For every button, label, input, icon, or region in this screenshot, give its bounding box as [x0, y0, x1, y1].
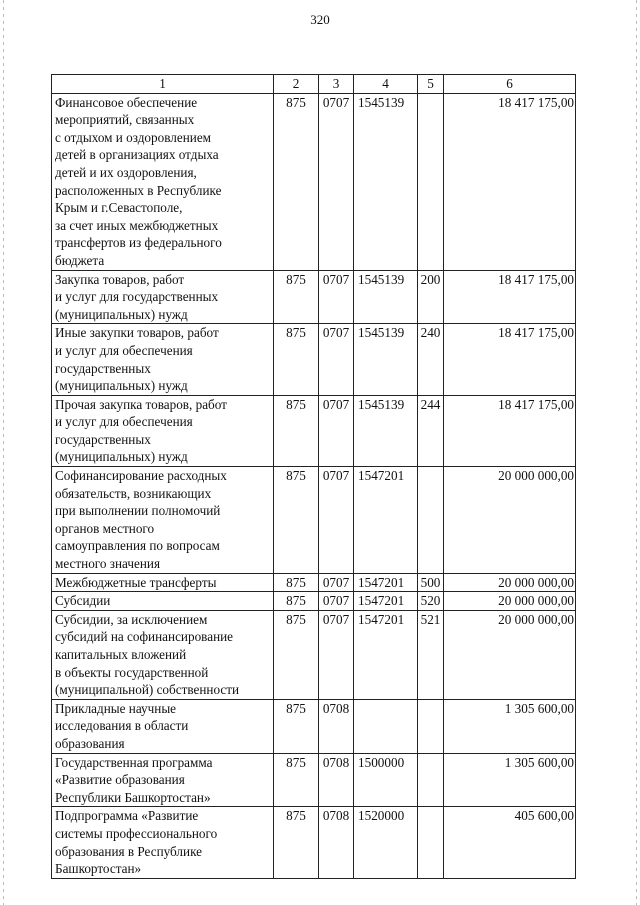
header-cell-2: 2 — [274, 75, 319, 94]
row-code-cell: 875 — [274, 93, 319, 270]
row-code-cell: 875 — [274, 573, 319, 592]
row-target-cell: 1520000 — [354, 807, 418, 878]
row-code-cell: 875 — [274, 753, 319, 807]
row-amount-cell: 18 417 175,00 — [444, 324, 576, 395]
header-cell-5: 5 — [418, 75, 444, 94]
row-type-cell — [418, 699, 444, 753]
row-target-cell: 1545139 — [354, 270, 418, 324]
row-amount-cell: 1 305 600,00 — [444, 699, 576, 753]
row-name-cell: Подпрограмма «Развитие системы профессионального образования в Республике Башкортостан» — [52, 807, 274, 878]
header-cell-6: 6 — [444, 75, 576, 94]
table-row — [52, 324, 576, 395]
table-row — [52, 573, 576, 592]
row-name-cell: Закупка товаров, работ и услуг для государственных (муниципальных) нужд — [52, 270, 274, 324]
row-amount-cell: 20 000 000,00 — [444, 592, 576, 611]
row-type-cell — [418, 753, 444, 807]
row-type-cell: 200 — [418, 270, 444, 324]
table-row — [52, 270, 576, 324]
header-cell-1: 1 — [52, 75, 274, 94]
header-cell-3: 3 — [319, 75, 354, 94]
table-row — [52, 93, 576, 270]
row-target-cell — [354, 699, 418, 753]
row-target-cell: 1547201 — [354, 573, 418, 592]
row-name-cell: Субсидии, за исключением субсидий на софинансирование капитальных вложений в объекты государственной (муниципальной) собственности — [52, 610, 274, 699]
row-name-cell: Прикладные научные исследования в области образования — [52, 699, 274, 753]
row-type-cell: 240 — [418, 324, 444, 395]
budget-table — [51, 74, 576, 879]
row-section-cell: 0707 — [319, 324, 354, 395]
row-amount-cell: 20 000 000,00 — [444, 467, 576, 574]
row-code-cell: 875 — [274, 592, 319, 611]
row-target-cell: 1545139 — [354, 93, 418, 270]
row-type-cell: 500 — [418, 573, 444, 592]
row-code-cell: 875 — [274, 467, 319, 574]
row-code-cell: 875 — [274, 610, 319, 699]
budget-table-body — [52, 75, 576, 879]
row-name-cell: Софинансирование расходных обязательств, возникающих при выполнении полномочий органов местного самоуправления по вопросам местного значения — [52, 467, 274, 574]
header-row — [52, 75, 576, 94]
row-section-cell: 0708 — [319, 699, 354, 753]
table-row — [52, 753, 576, 807]
row-type-cell: 244 — [418, 395, 444, 466]
row-section-cell: 0707 — [319, 93, 354, 270]
row-type-cell — [418, 467, 444, 574]
row-type-cell — [418, 807, 444, 878]
table-row — [52, 467, 576, 574]
table-row — [52, 807, 576, 878]
row-type-cell — [418, 93, 444, 270]
row-section-cell: 0708 — [319, 807, 354, 878]
row-section-cell: 0707 — [319, 270, 354, 324]
row-target-cell: 1545139 — [354, 395, 418, 466]
header-cell-4: 4 — [354, 75, 418, 94]
scan-edge-left — [3, 0, 4, 905]
row-target-cell: 1547201 — [354, 592, 418, 611]
row-section-cell: 0708 — [319, 753, 354, 807]
row-amount-cell: 405 600,00 — [444, 807, 576, 878]
row-code-cell: 875 — [274, 395, 319, 466]
row-amount-cell: 18 417 175,00 — [444, 395, 576, 466]
row-code-cell: 875 — [274, 324, 319, 395]
row-target-cell: 1500000 — [354, 753, 418, 807]
table-row — [52, 592, 576, 611]
row-name-cell: Прочая закупка товаров, работ и услуг для обеспечения государственных (муниципальных) нужд — [52, 395, 274, 466]
table-row — [52, 610, 576, 699]
row-amount-cell: 20 000 000,00 — [444, 610, 576, 699]
row-target-cell: 1545139 — [354, 324, 418, 395]
row-type-cell: 520 — [418, 592, 444, 611]
row-code-cell: 875 — [274, 699, 319, 753]
row-code-cell: 875 — [274, 807, 319, 878]
table-row — [52, 395, 576, 466]
row-name-cell: Межбюджетные трансферты — [52, 573, 274, 592]
row-section-cell: 0707 — [319, 610, 354, 699]
page-number: 320 — [310, 12, 330, 27]
row-amount-cell: 18 417 175,00 — [444, 270, 576, 324]
row-amount-cell: 20 000 000,00 — [444, 573, 576, 592]
row-target-cell: 1547201 — [354, 610, 418, 699]
row-target-cell: 1547201 — [354, 467, 418, 574]
row-section-cell: 0707 — [319, 573, 354, 592]
row-name-cell: Государственная программа «Развитие образования Республики Башкортостан» — [52, 753, 274, 807]
row-section-cell: 0707 — [319, 592, 354, 611]
scan-edge-right — [636, 0, 637, 905]
row-name-cell: Субсидии — [52, 592, 274, 611]
row-amount-cell: 18 417 175,00 — [444, 93, 576, 270]
row-section-cell: 0707 — [319, 395, 354, 466]
row-type-cell: 521 — [418, 610, 444, 699]
row-code-cell: 875 — [274, 270, 319, 324]
row-section-cell: 0707 — [319, 467, 354, 574]
table-row — [52, 699, 576, 753]
row-name-cell: Иные закупки товаров, работ и услуг для обеспечения государственных (муниципальных) нужд — [52, 324, 274, 395]
row-name-cell: Финансовое обеспечение мероприятий, связанных с отдыхом и оздоровлением детей в организациях отдыха детей и их оздоровления, расположенных в Республике Крым и г.Севастополе, за счет иных межбюджетных трансфертов из федерального бюджета — [52, 93, 274, 270]
row-amount-cell: 1 305 600,00 — [444, 753, 576, 807]
